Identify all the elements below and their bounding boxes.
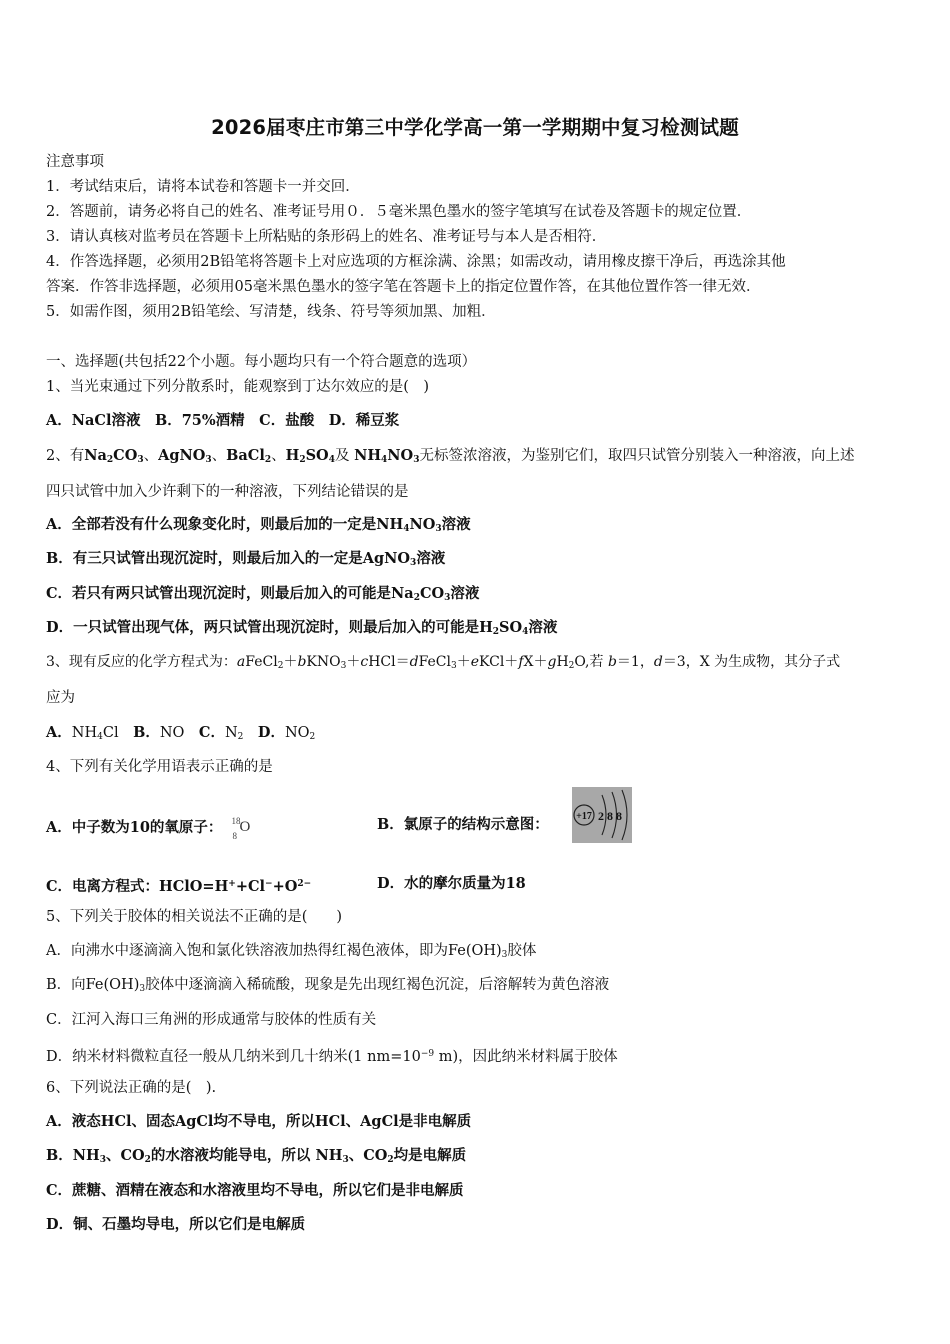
question-6-stem: 6、下列说法正确的是( ). <box>46 1080 217 1096</box>
question-4-option-b: B．氯原子的结构示意图： <box>377 816 549 833</box>
section-heading: 一、选择题(共包括22个小题。每小题均只有一个符合题意的选项） <box>46 354 477 370</box>
question-1-stem: 1、当光束通过下列分散系时，能观察到丁达尔效应的是( ) <box>46 379 430 395</box>
notice-item: 3．请认真核对监考员在答题卡上所粘贴的条形码上的姓名、准考证号与本人是否相符． <box>46 229 607 245</box>
question-3-stem: 3、现有反应的化学方程式为：$aFeCl_2+bKNO_3+cHCl=dFeCl_3+eKCl+fX+gH_2O$,若 b＝1，d＝3，X 为生成物，其分子式 <box>46 654 841 671</box>
chlorine-atom-diagram <box>572 787 632 843</box>
svg-text:+17: +17 <box>576 811 592 822</box>
question-3-stem-cont: 应为 <box>46 690 75 706</box>
notice-item: 5．如需作图，须用2B铅笔绘、写清楚，线条、符号等须加黑、加粗． <box>46 304 496 320</box>
question-6-option-d: D．铜、石墨均导电，所以它们是电解质 <box>46 1216 306 1233</box>
question-3-options: A．$NH_4Cl$ B．NO C．$N_2$ D．$NO_2$ <box>46 724 316 742</box>
svg-text:2 8 8: 2 8 8 <box>598 809 622 823</box>
notice-item: 2．答题前，请务必将自己的姓名、准考证号用０．５毫米黑色墨水的签字笔填写在试卷及答题卡的规定位置． <box>46 204 752 220</box>
question-5-stem: 5、下列关于胶体的相关说法不正确的是( ) <box>46 909 343 925</box>
question-1-options: A．NaCl溶液 B．75%酒精 C．盐酸 D．稀豆浆 <box>46 412 400 429</box>
oxygen-isotope-symbol: 18 8 O <box>231 816 251 841</box>
question-2-option-d: D．一只试管出现气体，两只试管出现沉淀时，则最后加入的可能是$H_2SO_4$溶液 <box>46 619 558 637</box>
question-2-stem-cont: 四只试管中加入少许剩下的一种溶液，下列结论错误的是 <box>46 484 409 500</box>
notice-item: 4．作答选择题，必须用2B铅笔将答题卡上对应选项的方框涂满、涂黑；如需改动，请用橡皮擦干净后，再选涂其他 <box>46 254 786 270</box>
question-6-option-c: C．蔗糖、酒精在液态和水溶液里均不导电，所以它们是非电解质 <box>46 1182 464 1199</box>
page-title: 2026届枣庄市第三中学化学高一第一学期期中复习检测试题 <box>211 116 739 139</box>
question-5-option-b: B．向$Fe(OH)_3$胶体中逐滴滴入稀硫酸，现象是先出现红褐色沉淀，后溶解转为黄色溶液 <box>46 977 610 994</box>
question-4-option-a: A．中子数为10的氧原子： 18 8 O <box>46 815 256 839</box>
question-2-option-c: C．若只有两只试管出现沉淀时，则最后加入的可能是$Na_2CO_3$溶液 <box>46 585 480 603</box>
question-2-stem: 2、有$Na_2CO_3$、AgNO$_3$、BaCl$_2$、$H_2SO_4$及 $NH_4NO_3$无标签浓溶液，为鉴别它们，取四只试管分别装入一种溶液，向上述 <box>46 447 855 465</box>
question-5-option-c: C．江河入海口三角洲的形成通常与胶体的性质有关 <box>46 1012 377 1028</box>
question-5-option-a: A．向沸水中逐滴滴入饱和氯化铁溶液加热得红褐色液体，即为$Fe(OH)_3$胶体 <box>46 943 537 960</box>
question-5-option-d: D．纳米材料微粒直径一般从几纳米到几十纳米(1 $nm=10^{-9}$ m)，因此纳米材料属于胶体 <box>46 1049 618 1065</box>
notice-item: 答案．作答非选择题，必须用05毫米黑色墨水的签字笔在答题卡上的指定位置作答，在其他位置作答一律无效． <box>46 279 761 295</box>
notice-item: 1．考试结束后，请将本试卷和答题卡一并交回． <box>46 179 360 195</box>
question-2-option-a: A．全部若没有什么现象变化时，则最后加的一定是$NH_4NO_3$溶液 <box>46 516 471 534</box>
notice-heading: 注意事项 <box>46 154 104 170</box>
question-6-option-a: A．液态HCl、固态AgCl均不导电，所以HCl、AgCl是非电解质 <box>46 1113 472 1130</box>
question-4-option-c: C．电离方程式：$HClO=H^++Cl^-+O^{2-}$ <box>46 878 312 895</box>
question-2-option-b: B．有三只试管出现沉淀时，则最后加入的一定是AgNO$_3$溶液 <box>46 550 446 568</box>
question-4-option-d: D．水的摩尔质量为18 <box>377 875 526 892</box>
question-6-option-b: B．$NH_3$、$CO_2$的水溶液均能导电，所以 $NH_3$、$CO_2$均是电解质 <box>46 1147 467 1165</box>
question-4-stem: 4、下列有关化学用语表示正确的是 <box>46 759 273 775</box>
